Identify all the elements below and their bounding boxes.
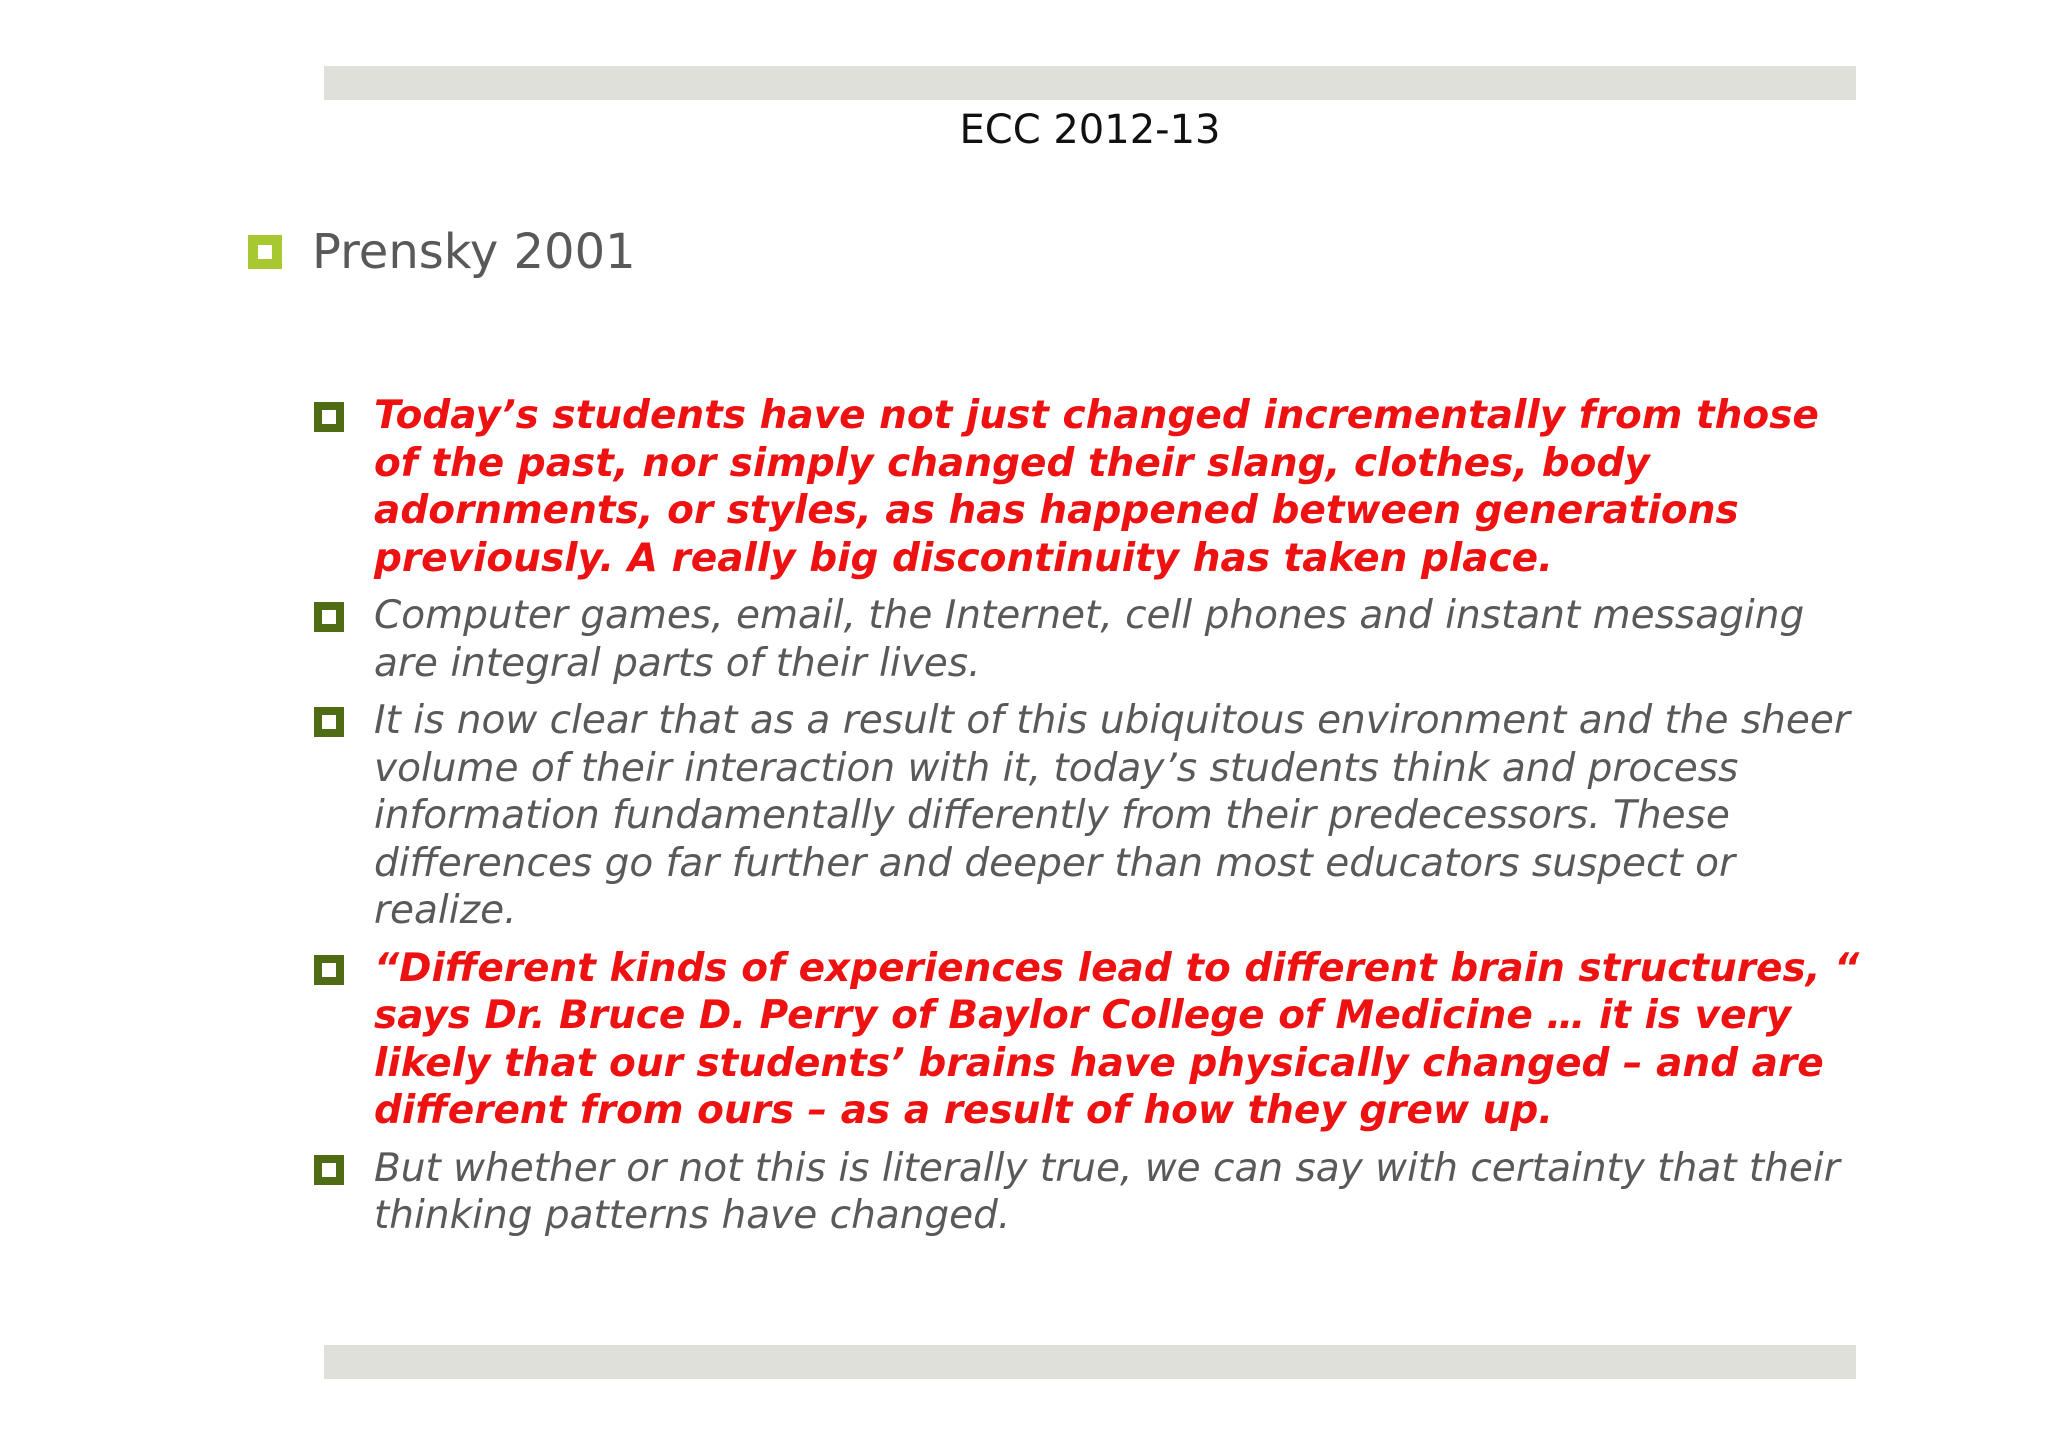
bullet-text: “Different kinds of experiences lead to different brain structures, “ says Dr. Bruce D. Perry of Baylor College of Medicine … it is very likely that our students’ brains have physically changed – and are different from ours – as a result of how they grew up. xyxy=(374,945,1860,1133)
list-item xyxy=(314,1145,1874,1240)
square-bullet-icon xyxy=(314,707,344,737)
header-title: ECC 2012-13 xyxy=(959,107,1221,153)
square-bullet-icon xyxy=(248,235,282,269)
bullet-text: It is now clear that as a result of this ubiquitous environment and the sheer volume of their interaction with it, today’s students think and process information fundamentally differently from their predecessors. These differences go far further and deeper than most educators suspect or realize. xyxy=(374,698,1850,933)
bottom-decorative-band xyxy=(324,1345,1856,1379)
square-bullet-icon xyxy=(314,602,344,632)
square-bullet-icon xyxy=(314,402,344,432)
bullet-text: But whether or not this is literally true, we can say with certainty that their thinking patterns have changed. xyxy=(374,1145,1840,1238)
bullet-text: Computer games, email, the Internet, cell phones and instant messaging are integral parts of their lives. xyxy=(374,593,1805,686)
list-item xyxy=(314,697,1874,935)
slide-title: Prensky 2001 xyxy=(312,224,636,280)
list-item xyxy=(314,592,1874,687)
bullet-list xyxy=(314,392,1874,1250)
bullet-text: Today’s students have not just changed incrementally from those of the past, nor simply changed their slang, clothes, body adornments, or styles, as has happened between generations previously. A really big discontinuity has taken place. xyxy=(374,393,1819,581)
list-item xyxy=(314,945,1874,1135)
square-bullet-icon xyxy=(314,955,344,985)
list-item xyxy=(314,392,1874,582)
top-decorative-band xyxy=(324,66,1856,100)
slide-title-row xyxy=(248,220,636,284)
square-bullet-icon xyxy=(314,1155,344,1185)
